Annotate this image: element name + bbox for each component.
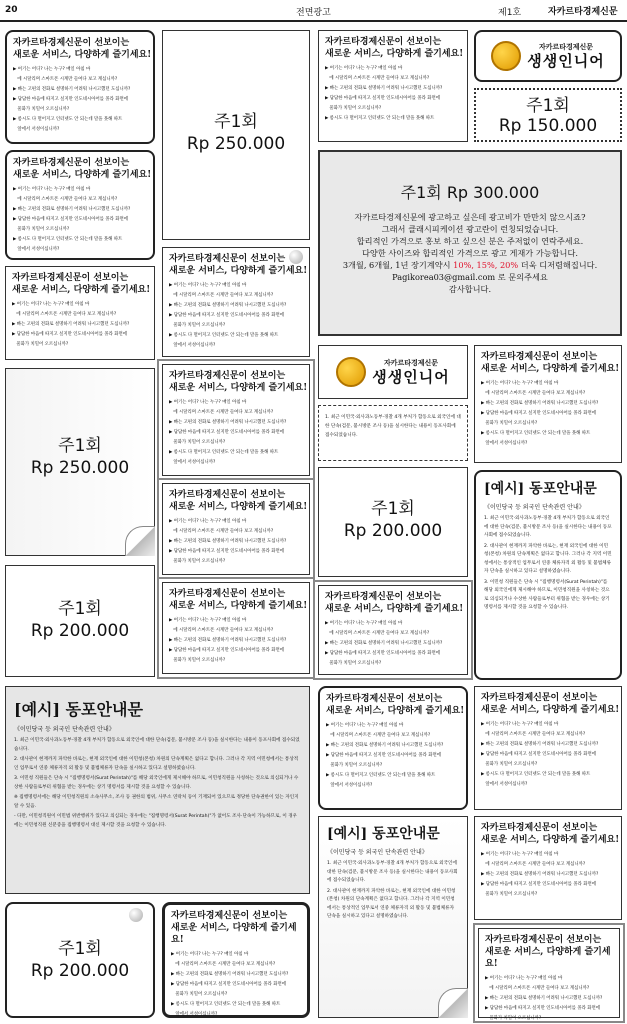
section-name: 전면광고 (296, 8, 331, 18)
promo-ad (162, 247, 310, 357)
list-item: ▶ 빠는 고편의 전화로 설명하기 어려워 나시고했던 도십니까? (481, 401, 599, 406)
list-item: ▶ 답답한 마음에 따지고 싶지만 인도네시아어를 몰라 화면에 (169, 648, 284, 653)
list-item: ▶ 빠는 고편의 전화로 설명하기 어려워 나시고했던 도십니까? (13, 87, 131, 92)
list-item: ▶ 여기는 어디? 나는 누구? 매일 아침 마 (325, 66, 403, 71)
list-item: 물화가 치밀어 오르십니까? (13, 227, 70, 232)
list-item: ▶ 여기는 어디? 나는 누구? 매일 아침 마 (481, 381, 559, 386)
notice-paragraph: 2. 대사관이 현재까지 파악한 바로는, 현재 외국인에 대한 이민청(본청) 차원의 단속계획은 없다고 합니다. 그러나 각 지역 이민청에서는 통상적인 업무로서 연중 체류자격 외 활동 및 불법체류자 단속을 실시하고 있다고 설명하였습니다. (484, 543, 612, 574)
list-item: ▶ 답답한 마음에 따지고 싶지만 인도네시아어를 몰라 화면에 (169, 549, 284, 554)
price-ad (162, 30, 310, 240)
list-item: ▶ 여기는 어디? 나는 누구? 매일 아침 마 (169, 519, 247, 524)
list-item: ▶ 답답한 마음에 따지고 싶지만 인도네시아어를 몰라 화면에 (485, 1006, 600, 1011)
promo-ad (474, 816, 622, 920)
promo-ad (162, 364, 310, 476)
list-item: ▶ 답답한 마음에 따지고 싶지만 인도네시아어를 몰라 화면에 (326, 753, 441, 758)
list-item: ▶ 빠는 고편의 전화로 설명하기 어려워 나시고했던 도십니까? (481, 742, 599, 747)
page-curl (438, 988, 468, 1018)
promo-title: 자카르타경제신문이 선보이는 (12, 273, 129, 283)
list-item: ▶ 답답한 마음에 따지고 싶지만 인도네시아어를 몰라 화면에 (481, 882, 596, 887)
price-ad (5, 565, 155, 677)
list-item: ▶ 여기는 어디? 나는 누구? 매일 아침 마 (13, 187, 91, 192)
list-item: ▶ 빠는 고편의 전화로 설명하기 어려워 나시고했던 도십니까? (481, 872, 599, 877)
promo-list (163, 277, 309, 351)
list-item: 물화가 치밀어 오르십니까? (169, 658, 226, 663)
feature-text: 더욱 디저렴해집니다. (520, 260, 598, 270)
price-ad (5, 902, 155, 1018)
promo-title: 새로운 서비스, 다양하게 즐기세요! (481, 364, 620, 374)
list-item: 앞에서 서성이십니까? (169, 343, 216, 348)
logo-bottom: 생생인니어 (527, 51, 605, 70)
promo-title: 새로운 서비스, 다양하게 즐기세요! (13, 170, 152, 180)
promo-title: 자카르타경제신문이 선보이는 (169, 490, 286, 500)
promo-title: 자카르타경제신문이 선보이는 (13, 38, 130, 48)
list-item: ▶ 여기는 어디? 나는 누구? 매일 아침 마 (169, 283, 247, 288)
promo-list (475, 846, 621, 900)
list-item: 에 시달리며 스마트폰 시계만 들여다 보고 계십니까? (485, 986, 590, 991)
promo-title: 자카르타경제신문이 선보이는 (169, 371, 286, 381)
list-item: ▶ 룸시도 다 떨어지고 인터넷도 안 되는데 말을 못해 따트 (326, 773, 436, 778)
promo-title: 자카르타경제신문이 선보이는 (326, 694, 443, 704)
discount-rates: 10%, 15%, 20% (453, 260, 519, 270)
list-item: ▶ 빠는 고편의 전화로 설명하기 어려워 나시고했던 도십니까? (169, 638, 287, 643)
list-item: ▶ 룸시도 다 떨어지고 인터넷도 안 되는데 말을 못해 따트 (13, 237, 123, 242)
list-item: 앞에서 서성이십니까? (169, 460, 216, 465)
feature-line: 감사합니다. (448, 284, 492, 294)
promo-title: 자카르타경제신문이 선보이는 (171, 911, 288, 921)
list-item: 물화가 치밀어 오르십니까? (325, 661, 382, 666)
list-item: ▶ 빠는 고편의 전화로 설명하기 어려워 나시고했던 도십니까? (169, 303, 287, 308)
list-item: ▶ 빠는 고편의 전화로 설명하기 어려워 나시고했던 도십니까? (169, 420, 287, 425)
list-item: ▶ 룸시도 다 떨어지고 인터넷도 안 되는데 말을 못해 따트 (171, 1002, 281, 1007)
list-item: ▶ 답답한 마음에 따지고 싶지만 인도네시아어를 몰라 화면에 (481, 752, 596, 757)
promo-ad (162, 483, 310, 575)
list-item: 물화가 치밀어 오르십니까? (481, 421, 538, 426)
promo-title: 새로운 서비스, 다양하게 즐기세요! (169, 502, 308, 512)
promo-title: 자카르타경제신문이 선보이는 (481, 693, 598, 703)
promo-ad (474, 686, 622, 810)
promo-title: 새로운 서비스, 다양하게 즐기세요! (485, 947, 611, 969)
notice-title: [예시] 동포안내문 (484, 481, 597, 497)
promo-ad (162, 582, 310, 674)
price-value: Rp 200.000 (30, 621, 130, 641)
promo-title: 새로운 서비스, 다양하게 즐기세요! (169, 266, 308, 276)
list-item: ▶ 답답한 마음에 따지고 싶지만 인도네시아어를 몰라 화면에 (325, 651, 440, 656)
promo-title: 자카르타경제신문이 선보이는 (325, 37, 442, 47)
list-item: ▶ 빠는 고편의 전화로 설명하기 어려워 나시고했던 도십니까? (171, 972, 289, 977)
list-item: ▶ 여기는 어디? 나는 누구? 매일 아침 마 (481, 722, 559, 727)
promo-title: 새로운 서비스, 다양하게 즐기세요! (12, 285, 151, 295)
list-item: 에 시달리며 스마트폰 시계만 들여다 보고 계십니까? (169, 293, 274, 298)
list-item: ▶ 빠는 고편의 전화로 설명하기 어려워 나시고했던 도십니까? (485, 996, 603, 1001)
pin-icon (129, 908, 143, 922)
notice-paragraph: 3. 이민청 직원들은 단속 시 "집행명령서(Surat Perintah)"를 해당 외국인에게 제시해야 하므로, 이민청직원을 사칭하는 것으로 의심되거나 수상한 사람들로부터 위협을 받는 경우에는 상기 명령서를 제시할 것을 요청할 수 있습니다. (14, 776, 299, 790)
promo-title: 자카르타경제신문이 선보이는 (485, 935, 602, 945)
list-item: ▶ 룸시도 다 떨어지고 인터넷도 안 되는데 말을 못해 따트 (325, 116, 435, 121)
list-item: 에 시달리며 스마트폰 시계만 들여다 보고 계십니까? (13, 77, 118, 82)
issue-number: 제1호 (498, 8, 522, 18)
promo-title: 새로운 서비스, 다양하게 즐기세요! (169, 601, 308, 611)
notice-subtitle: 《이민당국 등 외국인 단속관련 안내》 (327, 849, 428, 856)
notice-title: [예시] 동포안내문 (14, 700, 143, 719)
list-item: ▶ 여기는 어디? 나는 누구? 매일 아침 마 (325, 621, 403, 626)
list-item: 물화가 치밀어 오르십니까? (169, 559, 226, 564)
promo-ad (474, 345, 622, 463)
promo-title: 자카르타경제신문이 선보이는 (169, 589, 286, 599)
page-header (0, 0, 627, 22)
notice-paragraph: 1. 최근 이민국·외사과노동부·경찰 4개 부처가 합동으로 외국인에 대한 단속(검문, 불시방문 조사 등)을 실시한다는 내용이 동포사회에 접수되었습니다. (14, 738, 300, 752)
price-label: 주1회 (58, 939, 102, 959)
list-item: ▶ 답답한 마음에 따지고 싶지만 인도네시아어를 몰라 화면에 (171, 982, 286, 987)
price-label: 주1회 (58, 599, 102, 619)
promo-ad (5, 266, 155, 360)
list-item: ▶ 룸시도 다 떨어지고 인터넷도 안 되는데 말을 못해 따트 (13, 117, 123, 122)
promo-title: 새로운 서비스, 다양하게 즐기세요! (326, 706, 465, 716)
list-item: 앞에서 서성이십니까? (481, 441, 528, 446)
list-item: 물화가 치밀어 오르십니까? (481, 762, 538, 767)
promo-list (165, 946, 307, 1020)
promo-ad (318, 686, 468, 810)
list-item: 물화가 치밀어 오르십니까? (169, 323, 226, 328)
feature-line (328, 259, 612, 271)
notice-ad (5, 686, 310, 894)
price-value: Rp 250.000 (30, 458, 130, 478)
list-item: ▶ 여기는 어디? 나는 누구? 매일 아침 마 (169, 618, 247, 623)
list-item: ▶ 답답한 마음에 따지고 싶지만 인도네시아어를 몰라 화면에 (325, 96, 440, 101)
price-ad (474, 88, 622, 142)
notice-paragraph: - 다만, 이민청직원이 이민법 위반행위가 있다고 의심되는 경우에는 "집행명령서(Surat Perintah)"가 없어도 조사·단속이 가능하므로, 이 경우에는 이민청직원 신분증을 집행명령서 대신 제시할 것을 요청할 수 있습니다. (14, 814, 298, 828)
price-value: Rp 250.000 (186, 134, 286, 154)
list-item: 에 시달리며 스마트폰 시계만 들여다 보고 계십니까? (481, 732, 586, 737)
list-item: ▶ 답답한 마음에 따지고 싶지만 인도네시아어를 몰라 화면에 (13, 97, 128, 102)
price-value: Rp 200.000 (30, 961, 130, 981)
list-item: ▶ 빠는 고편의 전화로 설명하기 어려워 나시고했던 도십니까? (13, 207, 131, 212)
list-item: 앞에서 서성이십니까? (13, 127, 60, 132)
notice-paragraph: 3. 이민청 직원들은 단속 시 "집행명령서(Surat Perintah)"를 해당 외국인에게 제시해야 하므로, 이민청직원을 사칭하는 것으로 의심되거나 수상한 사람들로부터 위협을 받는 경우에는 상기 명령서를 제시할 것을 요청할 수 있습니다. (484, 579, 610, 610)
list-item: ▶ 빠는 고편의 전화로 설명하기 어려워 나시고했던 도십니까? (325, 641, 443, 646)
feature-line: 합리적인 가격으로 홍보 하고 싶으신 분은 주저없이 연락주세요. (356, 236, 584, 246)
promo-ad (5, 150, 155, 260)
coin-icon (336, 357, 366, 387)
list-item: 에 시달리며 스마트폰 시계만 들여다 보고 계십니까? (169, 628, 274, 633)
promo-ad (318, 30, 468, 142)
list-item: 물화가 치밀어 오르십니까? (326, 763, 383, 768)
list-item: ▶ 답답한 마음에 따지고 싶지만 인도네시아어를 몰라 화면에 (12, 332, 127, 337)
coin-icon (491, 41, 521, 71)
promo-list (319, 615, 467, 669)
notice-title: [예시] 동포안내문 (327, 826, 440, 842)
price-label: 주1회 (371, 499, 415, 519)
notice-paragraph: 2. 대사관이 현재까지 파악한 바로는, 현재 외국인에 대한 이민청(본청) 차원의 단속계획은 없다고 합니다. 그러나 각 지역 이민청에서는 통상적인 업무로서 연중 체류자격 외 활동 및 불법체류자 단속을 실시하고 있다고 설명하였습니다. (14, 757, 299, 771)
promo-list (7, 61, 153, 135)
page-curl (125, 526, 155, 556)
list-item: ▶ 여기는 어디? 나는 누구? 매일 아침 마 (326, 723, 404, 728)
list-item: ▶ 빠는 고편의 전화로 설명하기 어려워 나시고했던 도십니까? (326, 743, 444, 748)
list-item: 물화가 치밀어 오르십니까? (481, 892, 538, 897)
list-item: 물화가 치밀어 오르십니까? (325, 106, 382, 111)
list-item: ▶ 여기는 어디? 나는 누구? 매일 아침 마 (169, 400, 247, 405)
list-item: 앞에서 서성이십니까? (326, 783, 373, 788)
list-item: ▶ 룸시도 다 떨어지고 인터넷도 안 되는데 말을 못해 따트 (481, 431, 591, 436)
promo-title: 새로운 서비스, 다양하게 즐기세요! (13, 50, 152, 60)
promo-title: 새로운 서비스, 다양하게 즐기세요! (481, 835, 620, 845)
promo-title: 새로운 서비스, 다양하게 즐기세요! (169, 383, 308, 393)
notice-ad (318, 816, 468, 1018)
list-item: 물화가 치밀어 오르십니까? (485, 1016, 542, 1021)
notice-snippet (318, 405, 468, 461)
list-item: 에 시달리며 스마트폰 시계만 들여다 보고 계십니까? (169, 529, 274, 534)
paper-name: 자카르타경제신문 (548, 7, 618, 17)
feature-line: 다양한 사이즈와 합리적인 가격으로 광고 게재가 가능합니다. (362, 248, 578, 258)
price-label: 주1회 (214, 112, 258, 132)
list-item: 앞에서 서성이십니까? (481, 782, 528, 787)
list-item: 에 시달리며 스마트폰 시계만 들여다 보고 계십니까? (481, 391, 586, 396)
list-item: 에 시달리며 스마트폰 시계만 들여다 보고 계십니까? (325, 631, 430, 636)
notice-ad (474, 470, 622, 680)
list-item: 에 시달리며 스마트폰 시계만 들여다 보고 계십니까? (12, 312, 117, 317)
list-item: 물화가 치밀어 오르십니까? (13, 107, 70, 112)
notice-paragraph: ※ 집행명령서에는 해당 이민청직원의 소속사무소, 조사 등 권한의 범위, 사무소 연락처 등이 기재되어 있으므로 정당한 단속권한이 있는 자인지 알 수 있음. (14, 795, 299, 809)
list-item: 에 시달리며 스마트폰 시계만 들여다 보고 계십니까? (13, 197, 118, 202)
list-item: ▶ 답답한 마음에 따지고 싶지만 인도네시아어를 몰라 화면에 (481, 411, 596, 416)
list-item: ▶ 빠는 고편의 전화로 설명하기 어려워 나시고했던 도십니까? (325, 86, 443, 91)
promo-list (163, 513, 309, 567)
promo-list (7, 181, 153, 255)
list-item: 에 시달리며 스마트폰 시계만 들여다 보고 계십니까? (326, 733, 431, 738)
logo-top: 자카르타경제신문 (383, 358, 439, 367)
feature-ad (318, 150, 622, 336)
list-item: ▶ 여기는 어디? 나는 누구? 매일 아침 마 (171, 952, 249, 957)
price-value: Rp 150.000 (498, 116, 598, 136)
feature-line: 자카르타경제신문에 광고하고 싶은데 광고비가 만만치 않으시죠? (354, 212, 586, 222)
promo-list (163, 612, 309, 666)
logo-top: 자카르타경제신문 (538, 42, 594, 51)
promo-list (475, 375, 621, 449)
promo-title: 자카르타경제신문이 선보이는 (13, 158, 130, 168)
list-item: ▶ 답답한 마음에 따지고 싶지만 인도네시아어를 몰라 화면에 (169, 313, 284, 318)
promo-ad (162, 902, 310, 1018)
contact-email: Pagikorea03@gmail.com 로 문의주세요 (392, 272, 548, 282)
logo-bottom: 생생인니어 (372, 367, 450, 386)
feature-text: 3개월, 6개월, 1년 장기계약시 (342, 260, 451, 270)
promo-title: 새로운 서비스, 다양하게 즐기세요! (325, 49, 464, 59)
list-item: 에 시달리며 스마트폰 시계만 들여다 보고 계십니까? (171, 962, 276, 967)
list-item: ▶ 답답한 마음에 따지고 싶지만 인도네시아어를 몰라 화면에 (13, 217, 128, 222)
promo-title: 자카르타경제신문이 선보이는 (481, 352, 598, 362)
price-ad (318, 467, 468, 577)
promo-list (163, 394, 309, 468)
promo-title: 자카르타경제신문이 선보이는 (169, 254, 286, 264)
notice-text: 1. 최근 이민국·외사과노동부·경찰 4개 부처가 합동으로 외국인에 대한 단속(검문, 불시방문 조사 등)을 실시한다는 내용이 동포사회에 접수되었습니다. (325, 415, 461, 438)
promo-ad (318, 585, 468, 675)
price-value: Rp 200.000 (343, 521, 443, 541)
list-item: ▶ 여기는 어디? 나는 누구? 매일 아침 마 (12, 302, 90, 307)
list-item: ▶ 빠는 고편의 전화로 설명하기 어려워 나시고했던 도십니까? (12, 322, 130, 327)
list-item: 앞에서 서성이십니까? (13, 247, 60, 252)
promo-list (6, 296, 154, 350)
pin-icon (289, 250, 303, 264)
promo-list (479, 970, 619, 1024)
notice-subtitle: 《이민당국 등 외국인 단속관련 안내》 (14, 726, 115, 733)
page-number: 20 (5, 5, 18, 15)
logo-ad (318, 345, 468, 399)
notice-paragraph: 2. 대사관이 현재까지 파악한 바로는, 현재 외국인에 대한 이민청(본청) 차원의 단속계획은 없다고 합니다. 그러나 각 지역 이민청에서는 통상적인 업무로서 연중 체류자격 외 활동 및 불법체류자 단속을 실시하고 있다고 설명하였습니다. (327, 888, 456, 919)
promo-title: 새로운 서비스, 다양하게 즐기세요! (481, 705, 620, 715)
list-item: 물화가 치밀어 오르십니까? (171, 992, 228, 997)
list-item: ▶ 룸시도 다 떨어지고 인터넷도 안 되는데 말을 못해 따트 (169, 450, 279, 455)
list-item: ▶ 여기는 어디? 나는 누구? 매일 아침 마 (13, 67, 91, 72)
list-item: 앞에서 서성이십니까? (171, 1012, 218, 1017)
list-item: ▶ 룸시도 다 떨어지고 인터넷도 안 되는데 말을 못해 따트 (169, 333, 279, 338)
list-item: 에 시달리며 스마트폰 시계만 들여다 보고 계십니까? (481, 862, 586, 867)
promo-list (320, 717, 466, 791)
promo-ad (5, 30, 155, 144)
price-label: 주1회 (526, 96, 570, 116)
notice-subtitle: 《이민당국 등 외국인 단속관련 안내》 (484, 504, 585, 511)
promo-title: 새로운 서비스, 다양하게 즐기세요! (171, 923, 297, 945)
promo-list (319, 60, 467, 124)
notice-paragraph: 1. 최근 이민국·외사과노동부·경찰 4개 부처가 합동으로 외국인에 대한 단속(검문, 불시방문 조사 등)을 실시한다는 내용이 동포사회에 접수되었습니다. (484, 516, 612, 538)
price-ad (5, 368, 155, 556)
list-item: ▶ 룸시도 다 떨어지고 인터넷도 안 되는데 말을 못해 따트 (481, 772, 591, 777)
promo-title: 자카르타경제신문이 선보이는 (325, 592, 442, 602)
promo-title: 자카르타경제신문이 선보이는 (481, 823, 598, 833)
list-item: 물화가 치밀어 오르십니까? (12, 342, 69, 347)
promo-list (475, 716, 621, 790)
list-item: 물화가 치밀어 오르십니까? (169, 440, 226, 445)
promo-ad (478, 928, 620, 1021)
notice-paragraph: 1. 최근 이민국·외사과노동부·경찰 4개 부처가 합동으로 외국인에 대한 단속(검문, 불시방문 조사 등)을 실시한다는 내용이 동포사회에 접수되었습니다. (327, 861, 458, 883)
list-item: 에 시달리며 스마트폰 시계만 들여다 보고 계십니까? (169, 410, 274, 415)
promo-title: 새로운 서비스, 다양하게 즐기세요! (325, 604, 464, 614)
feature-line: 그래서 클래시피케이션 광고란이 런칭되었습니다. (381, 224, 559, 234)
logo-ad (474, 30, 622, 82)
list-item: ▶ 여기는 어디? 나는 누구? 매일 아침 마 (485, 976, 563, 981)
list-item: ▶ 여기는 어디? 나는 누구? 매일 아침 마 (481, 852, 559, 857)
list-item: 에 시달리며 스마트폰 시계만 들여다 보고 계십니까? (325, 76, 430, 81)
list-item: ▶ 답답한 마음에 따지고 싶지만 인도네시아어를 몰라 화면에 (169, 430, 284, 435)
price-label: 주1회 (58, 436, 102, 456)
feature-heading: 주1회 Rp 300.000 (400, 183, 540, 202)
list-item: ▶ 빠는 고편의 전화로 설명하기 어려워 나시고했던 도십니까? (169, 539, 287, 544)
